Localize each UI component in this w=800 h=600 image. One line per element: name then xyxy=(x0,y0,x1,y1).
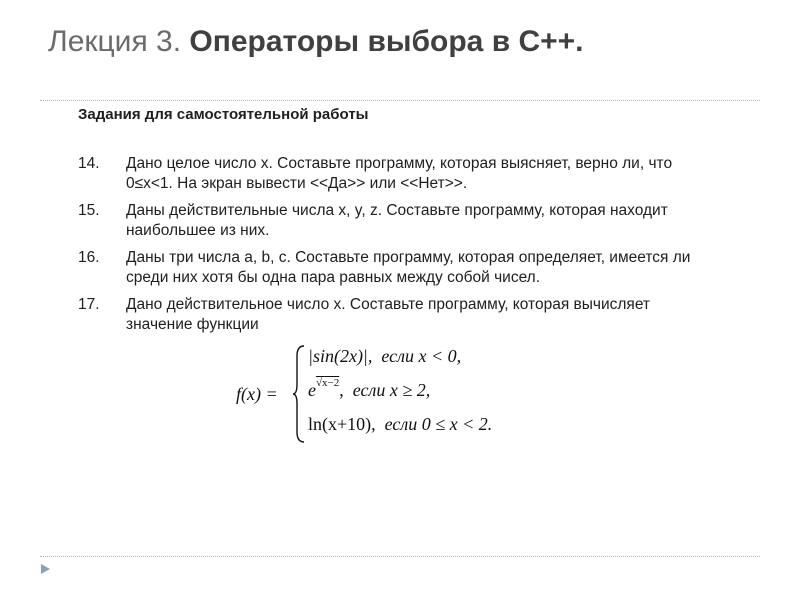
bottom-divider xyxy=(40,556,760,557)
case-expression: |sin(2x)|, xyxy=(308,346,373,366)
task-item xyxy=(78,154,718,194)
task-number: 15. xyxy=(78,202,100,219)
case-expression-exponent: √x−2 xyxy=(316,377,340,389)
lecture-number: Лекция 3. xyxy=(48,25,182,58)
task-text: Даны три числа a, b, c. Составьте программу, которая определяет, имеется ли среди них хотя бы одна пара равных между собой чисел. xyxy=(126,249,691,286)
lecture-topic: Операторы выбора в C++. xyxy=(189,25,584,58)
function-case xyxy=(308,377,431,401)
case-expression-tail: , xyxy=(339,380,344,400)
slide-title xyxy=(48,22,584,62)
piecewise-function xyxy=(230,342,550,446)
slide-content xyxy=(78,104,718,342)
task-number: 16. xyxy=(78,249,100,266)
task-number: 17. xyxy=(78,296,100,313)
left-brace xyxy=(292,344,306,444)
task-text: Дано целое число x. Составьте программу, которая выясняет, верно ли, что 0≤x<1. На экран вывести <<Да>> или <<Нет>>. xyxy=(126,155,673,192)
section-heading: Задания для самостоятельной работы xyxy=(78,106,369,123)
function-case xyxy=(308,346,461,367)
task-item xyxy=(78,201,718,241)
function-lhs: f(x) = xyxy=(236,384,278,404)
case-condition: если 0 ≤ x < 2. xyxy=(384,414,493,434)
task-number: 14. xyxy=(78,155,100,172)
case-expression: ln(x+10), xyxy=(308,414,376,434)
case-expression-base: e xyxy=(308,380,316,400)
top-divider xyxy=(40,100,760,101)
task-item xyxy=(78,295,718,335)
case-condition: если x ≥ 2, xyxy=(352,380,431,400)
task-text: Даны действительные числа x, y, z. Составьте программу, которая находит наибольшее из них. xyxy=(126,202,668,239)
task-text: Дано действительное число x. Составьте программу, которая вычисляет значение функции xyxy=(126,296,651,333)
triangle-right-icon xyxy=(38,562,52,576)
function-case xyxy=(308,414,492,435)
case-condition: если x < 0, xyxy=(381,346,462,366)
task-item xyxy=(78,248,718,288)
